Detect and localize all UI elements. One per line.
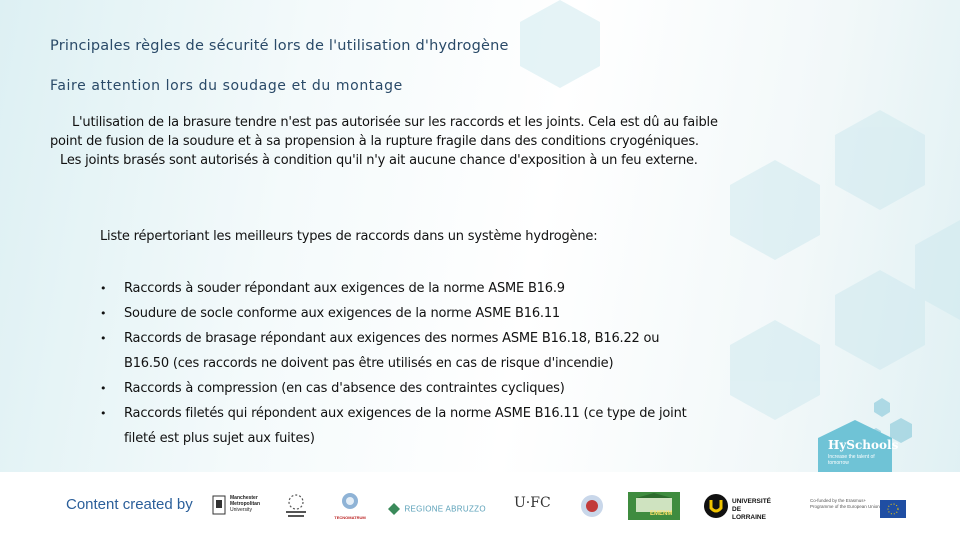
manchester-line-3: University: [230, 507, 252, 513]
list-intro: Liste répertoriant les meilleurs types de raccords dans un système hydrogène:: [100, 229, 598, 244]
list-item: • Soudure de socle conforme aux exigences de la norme ASME B16.11: [100, 301, 700, 326]
slide-title: Principales règles de sécurité lors de l'utilisation d'hydrogène: [50, 38, 509, 54]
partner-logo-2: [282, 492, 310, 525]
greenhouse-logo: [628, 492, 680, 520]
greenhouse-text: EMENM: [650, 511, 673, 517]
ufc-text: U·FC: [514, 495, 551, 511]
hyschools-name: HySchools: [828, 438, 899, 452]
ufc-logo: [514, 494, 551, 512]
tecnomatrum-logo: [332, 492, 368, 520]
list-item: • Raccords filetés qui répondent aux exigences de la norme ASME B16.11 (ce type de joint fileté est plus sujet aux fuites): [100, 401, 700, 451]
eu-flag-icon: [880, 500, 906, 518]
manchester-line-1: Manchester: [230, 495, 258, 501]
slide-subtitle: Faire attention lors du soudage et du montage: [50, 78, 403, 94]
regione-abruzzo-logo: [388, 500, 486, 518]
manchester-line-2: Metropolitan: [230, 501, 260, 507]
paragraph-soldering: L'utilisation de la brasure tendre n'est pas autorisée sur les raccords et les joints. Cela est dû au faible point de fusion de la soudure et à sa propension à la rupture fragile dans des conditions cryogéniques.: [50, 115, 718, 149]
body-text: [50, 113, 730, 170]
eu-funding-text: Co-funded by the Erasmus+ Programme of the European Union: [810, 498, 880, 509]
lorraine-line-1: UNIVERSITÉ: [732, 498, 772, 505]
shield-logo: [580, 494, 604, 523]
manchester-logo: [212, 494, 272, 516]
tecnomatrum-text: TECNOMATRUM: [334, 515, 366, 520]
list-item: • Raccords de brasage répondant aux exigences des normes ASME B16.18, B16.22 ou B16.50 (ces raccords ne doivent pas être utilisés en cas de risque d'incendie): [100, 326, 700, 376]
paragraph-brazed-joints: Les joints brasés sont autorisés à condition qu'il n'y ait aucune chance d'exposition à un feu externe.: [60, 153, 698, 168]
content-credit: Content created by: [66, 496, 193, 513]
regione-text: REGIONE ABRUZZO: [404, 504, 486, 514]
fittings-list: [100, 276, 700, 451]
list-item: • Raccords à souder répondant aux exigences de la norme ASME B16.9: [100, 276, 700, 301]
list-item: • Raccords à compression (en cas d'absence des contraintes cycliques): [100, 376, 700, 401]
hyschools-tagline: Increase the talent of tomorrow: [828, 454, 875, 466]
lorraine-line-2: DE LORRAINE: [732, 506, 766, 521]
